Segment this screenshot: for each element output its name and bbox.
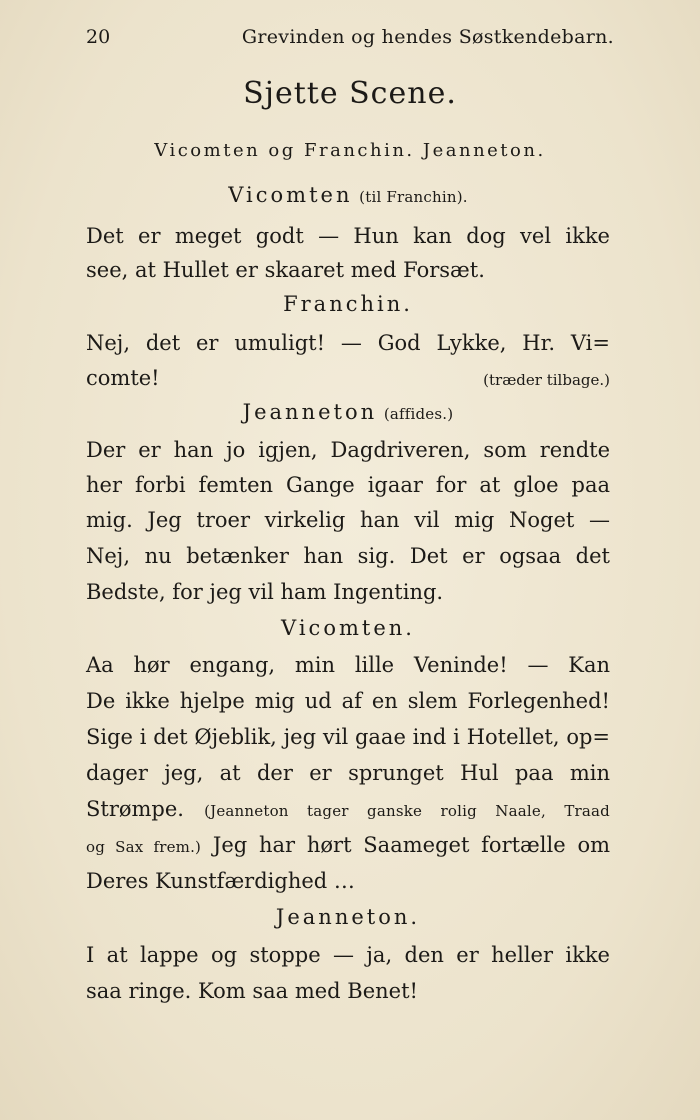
text-line: dager jeg, at der er sprunget Hul paa min	[86, 761, 610, 785]
text-line: Deres Kunstfærdighed …	[86, 869, 355, 893]
text-line	[86, 361, 610, 395]
text-fragment: Jeg har hørt Saameget fortælle om	[212, 833, 610, 857]
running-head	[86, 26, 614, 56]
speaker-line-jeanneton: Jeanneton.	[275, 905, 421, 929]
text-line: Sige i det Øjeblik, jeg vil gaae ind i Hotellet, op=	[86, 725, 610, 749]
speaker-line-vicomten	[86, 178, 610, 212]
stage-direction: (træder tilbage.)	[483, 371, 610, 389]
page-number: 20	[86, 26, 111, 48]
running-title: Grevinden og hendes Søstkendebarn.	[241, 26, 614, 48]
text-line: Nej, det er umuligt! — God Lykke, Hr. Vi=	[86, 331, 610, 355]
cast-list: Vicomten og Franchin. Jeanneton.	[154, 140, 546, 161]
speaker-line-franchin: Franchin.	[283, 292, 413, 316]
text-line: Bedste, for jeg vil ham Ingenting.	[86, 580, 444, 604]
speaker-name: Jeanneton	[242, 400, 378, 424]
text-line	[86, 828, 610, 862]
scene-title: Sjette Scene.	[243, 76, 457, 111]
text-line: saa ringe. Kom saa med Benet!	[86, 979, 418, 1003]
text-line	[86, 792, 610, 826]
stage-direction: (til Franchin).	[359, 188, 468, 206]
text-line: her forbi femten Gange igaar for at gloe paa	[86, 473, 610, 497]
speaker-name: Vicomten	[228, 183, 353, 207]
text-line: mig. Jeg troer virkelig han vil mig Noget —	[86, 508, 610, 532]
text-line: Der er han jo igjen, Dagdriveren, som rendte	[86, 438, 610, 462]
text-fragment: Strømpe.	[86, 797, 184, 821]
text-fragment: comte!	[86, 366, 160, 390]
stage-direction: og Sax frem.)	[86, 838, 202, 856]
stage-direction: (Jeanneton tager ganske rolig Naale, Traad	[204, 802, 610, 820]
text-line: Nej, nu betænker han sig. Det er ogsaa det	[86, 544, 610, 568]
speaker-line-vicomten: Vicomten.	[281, 616, 415, 640]
speaker-line-jeanneton	[86, 395, 610, 429]
text-line: I at lappe og stoppe — ja, den er heller ikke	[86, 943, 610, 967]
text-line: De ikke hjelpe mig ud af en slem Forlegenhed!	[86, 689, 610, 713]
text-line: Aa hør engang, min lille Veninde! — Kan	[86, 653, 610, 677]
stage-direction: (affides.)	[383, 405, 454, 423]
text-line: see, at Hullet er skaaret med Forsæt.	[86, 258, 485, 282]
text-line: Det er meget godt — Hun kan dog vel ikke	[86, 224, 610, 248]
